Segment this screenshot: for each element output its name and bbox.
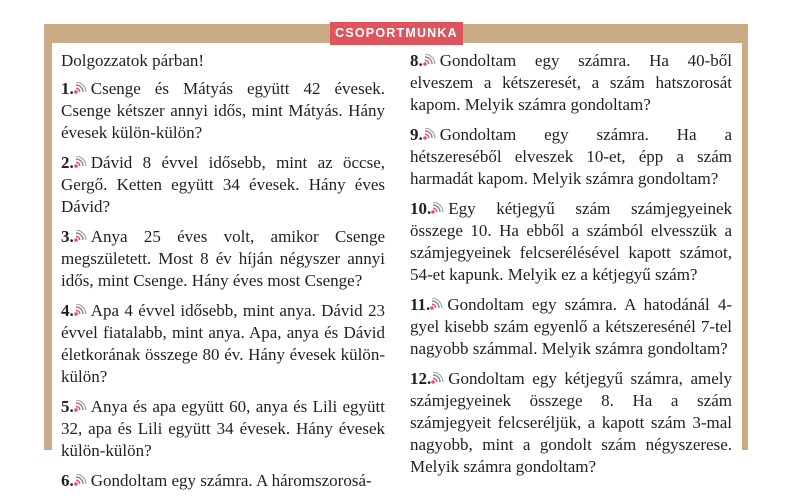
exercise-number: 3. <box>61 227 74 246</box>
exercise-text: Apa 4 évvel idősebb, mint anya. Dávid 23 évvel fiatalabb, mint anya. Apa, anya és Dávid életkorának összege 80 év. Hány évesek külön-külön? <box>61 301 385 386</box>
exercise-number: 10. <box>410 199 432 218</box>
exercise-text: Egy kétjegyű szám számjegyeinek összege 10. Ha ebből a számból elvesszük a számjegyeinek felcserélésével kapott számot, 54-et kapunk. Melyik ez a kétjegyű szám? <box>410 199 732 284</box>
exercise-number: 5. <box>61 397 74 416</box>
exercise-text: Anya 25 éves volt, amikor Csenge megszületett. Most 8 év híján négyszer annyi idős, mint Csenge. Hány éves most Csenge? <box>61 227 385 290</box>
exercise-number: 11. <box>410 295 431 314</box>
exercise-11 <box>410 294 732 360</box>
sound-waves-icon <box>74 300 88 312</box>
exercise-10 <box>410 198 732 286</box>
exercise-text: Gondoltam egy számra. Ha a hétszereséből elveszek 10-et, épp a szám harmadát kapom. Melyik számra gondoltam? <box>410 125 732 188</box>
exercise-1 <box>61 78 385 144</box>
group-work-badge: CSOPORTMUNKA <box>330 22 463 45</box>
exercise-number: 1. <box>61 79 74 98</box>
sound-waves-icon <box>431 198 445 210</box>
exercise-text: Anya és apa együtt 60, anya és Lili együtt 32, apa és Lili együtt 34 évesek. Hány évesek külön-külön? <box>61 397 385 460</box>
exercise-number: 2. <box>61 153 74 172</box>
sound-waves-icon <box>74 470 88 482</box>
exercise-number: 4. <box>61 301 74 320</box>
exercise-text: Csenge és Mátyás együtt 42 évesek. Csenge kétszer annyi idős, mint Mátyás. Hány évesek külön-külön? <box>61 79 385 142</box>
exercise-5 <box>61 396 385 462</box>
exercise-8 <box>410 50 732 116</box>
exercise-number: 9. <box>410 125 423 144</box>
sound-waves-icon <box>423 50 437 62</box>
exercise-text: Gondoltam egy számra. Ha 40-ből elveszem a kétszeresét, a szám hatszorosát kapom. Melyik számra gondoltam? <box>410 51 732 114</box>
exercise-2 <box>61 152 385 218</box>
sound-waves-icon <box>430 294 444 306</box>
sound-waves-icon <box>423 124 437 136</box>
exercise-column-right <box>410 50 732 486</box>
exercise-text: Gondoltam egy kétjegyű számra, amely számjegyeinek összege 8. Ha a szám számjegyeit felcseréljük, a kapott szám 3-mal nagyobb, mint a gondolt szám négyszerese. Melyik számra gondoltam? <box>410 369 732 476</box>
exercise-number: 6. <box>61 471 74 490</box>
exercise-text: Gondoltam egy számra. A háromszorosá- <box>90 471 372 490</box>
instruction-text: Dolgozzatok párban! <box>61 51 205 70</box>
exercise-number: 12. <box>410 369 432 388</box>
exercise-9 <box>410 124 732 190</box>
sound-waves-icon <box>74 396 88 408</box>
exercise-12 <box>410 368 732 478</box>
sound-waves-icon <box>74 78 88 90</box>
sound-waves-icon <box>74 226 88 238</box>
exercise-number: 8. <box>410 51 423 70</box>
exercise-4 <box>61 300 385 388</box>
exercise-6 <box>61 470 385 492</box>
exercise-text: Dávid 8 évvel idősebb, mint az öccse, Gergő. Ketten együtt 34 évesek. Hány éves Dávid? <box>61 153 385 216</box>
exercise-text: Gondoltam egy számra. A hatodánál 4-gyel kisebb szám egyenlő a kétszeresénél 7-tel nagyobb számmal. Melyik számra gondoltam? <box>410 295 732 358</box>
sound-waves-icon <box>74 152 88 164</box>
exercise-column-left <box>61 50 385 500</box>
exercise-3 <box>61 226 385 292</box>
sound-waves-icon <box>431 368 445 380</box>
